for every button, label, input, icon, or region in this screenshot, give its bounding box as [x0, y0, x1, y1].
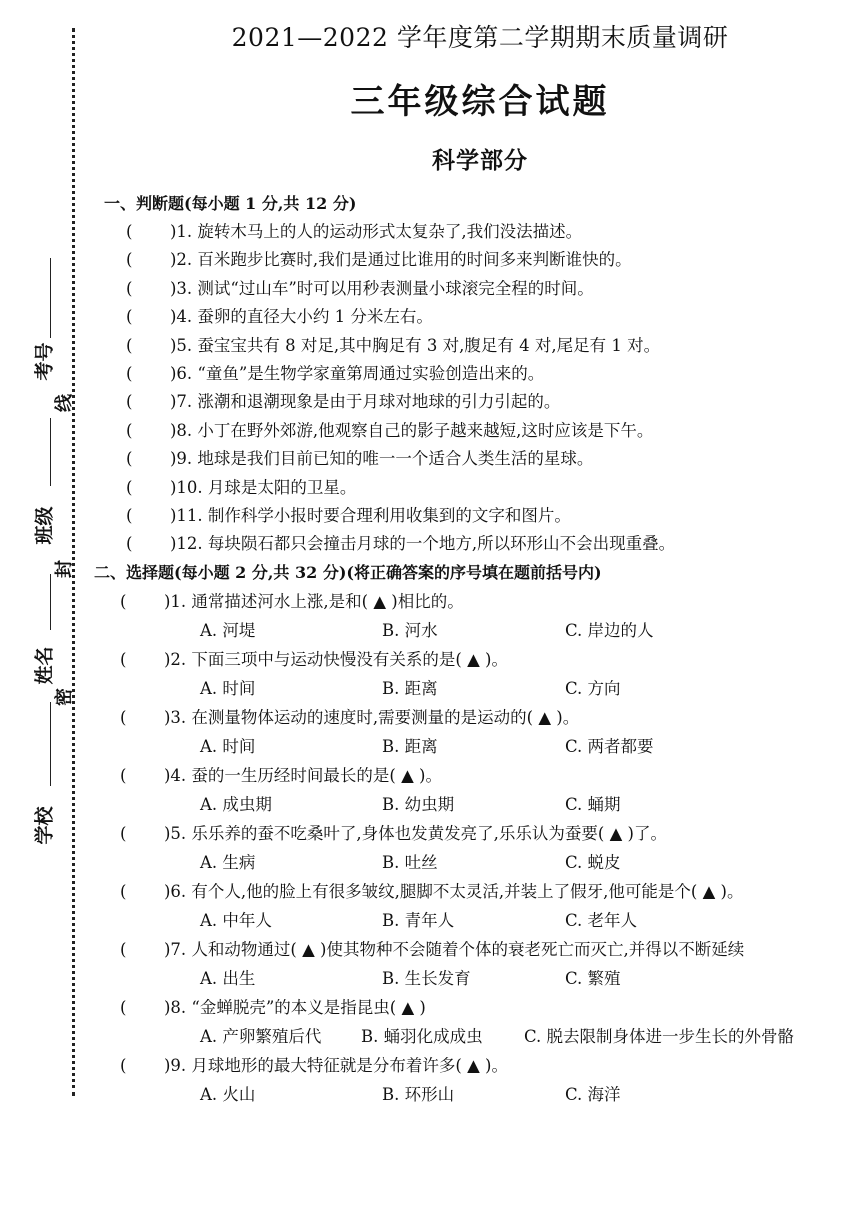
judgment-text: )4. 蚕卵的直径大小约 1 分米左右。	[170, 307, 433, 327]
section-title: 科学部分	[432, 147, 528, 174]
question-content	[94, 190, 844, 1109]
option-a: A. 生病	[200, 852, 256, 872]
judgment-item	[104, 218, 844, 246]
judgment-item	[104, 246, 844, 274]
judgment-text: )7. 涨潮和退潮现象是由于月球对地球的引力引起的。	[170, 392, 561, 412]
judgment-text: )6. “童鱼”是生物学家童第周通过实验创造出来的。	[170, 363, 545, 383]
option-a: A. 成虫期	[200, 794, 272, 814]
choice-question	[104, 993, 844, 1022]
judgment-item	[104, 303, 844, 331]
choice-heading: 二、选择题(每小题 2 分,共 32 分)(将正确答案的序号填在题前括号内)	[94, 562, 602, 582]
exam-number-label: 考号	[33, 342, 56, 381]
answer-blank[interactable]: (	[120, 997, 127, 1017]
question-stem: )8. “金蝉脱壳”的本义是指昆虫( ▲ )	[164, 997, 426, 1017]
answer-blank[interactable]: (	[120, 591, 127, 611]
option-row	[104, 616, 844, 645]
judgment-text: )10. 月球是太阳的卫星。	[170, 477, 357, 497]
question-stem: )7. 人和动物通过( ▲ )使其物种不会随着个体的衰老死亡而灭亡,并得以不断延续	[164, 939, 745, 959]
option-c: C. 蛹期	[565, 794, 621, 814]
option-b: B. 环形山	[382, 1084, 455, 1104]
seal-mark-line: 线	[54, 394, 75, 412]
exam-number-blank[interactable]	[50, 258, 51, 338]
option-b: B. 河水	[382, 620, 438, 640]
answer-blank[interactable]: (	[126, 307, 133, 327]
answer-blank[interactable]: (	[126, 278, 133, 298]
option-row	[104, 848, 844, 877]
class-blank[interactable]	[50, 418, 51, 486]
option-c: C. 岸边的人	[565, 620, 654, 640]
option-c: C. 两者都要	[565, 736, 654, 756]
option-row	[104, 964, 844, 993]
option-a: A. 中年人	[200, 910, 272, 930]
judgment-text: )5. 蚕宝宝共有 8 对足,其中胸足有 3 对,腹足有 4 对,尾足有 1 对。	[170, 335, 661, 355]
option-b: B. 距离	[382, 736, 438, 756]
option-b: B. 蛹羽化成成虫	[361, 1026, 483, 1046]
option-c: C. 繁殖	[565, 968, 621, 988]
choice-question	[104, 935, 844, 964]
option-b: B. 幼虫期	[382, 794, 455, 814]
option-a: A. 火山	[200, 1084, 256, 1104]
judgment-text: )11. 制作科学小报时要合理利用收集到的文字和图片。	[170, 505, 571, 525]
answer-blank[interactable]: (	[126, 449, 133, 469]
answer-blank[interactable]: (	[126, 420, 133, 440]
judgment-item	[104, 275, 844, 303]
answer-blank[interactable]: (	[120, 823, 127, 843]
judgment-item	[104, 332, 844, 360]
choice-question	[104, 761, 844, 790]
answer-blank[interactable]: (	[120, 765, 127, 785]
answer-blank[interactable]: (	[126, 335, 133, 355]
judgment-text: )8. 小丁在野外郊游,他观察自己的影子越来越短,这时应该是下午。	[170, 420, 654, 440]
question-stem: )9. 月球地形的最大特征就是分布着许多( ▲ )。	[164, 1055, 508, 1075]
option-c: C. 脱去限制身体进一步生长的外骨骼	[524, 1026, 795, 1046]
choice-question	[104, 877, 844, 906]
choice-question	[104, 645, 844, 674]
option-a: A. 产卵繁殖后代	[200, 1026, 322, 1046]
option-b: B. 吐丝	[382, 852, 438, 872]
answer-blank[interactable]: (	[120, 881, 127, 901]
answer-blank[interactable]: (	[120, 649, 127, 669]
option-c: C. 海洋	[565, 1084, 621, 1104]
seal-mark-secret: 密	[54, 688, 75, 706]
question-stem: )5. 乐乐养的蚕不吃桑叶了,身体也发黄发亮了,乐乐认为蚕要( ▲ )了。	[164, 823, 667, 843]
judgment-text: )12. 每块陨石都只会撞击月球的一个地方,所以环形山不会出现重叠。	[170, 534, 676, 554]
option-a: A. 出生	[200, 968, 256, 988]
seal-mark-seal: 封	[54, 560, 75, 578]
judgment-item	[104, 530, 844, 558]
option-c: C. 老年人	[565, 910, 638, 930]
option-a: A. 时间	[200, 736, 256, 756]
option-row	[104, 1080, 844, 1109]
answer-blank[interactable]: (	[126, 363, 133, 383]
choice-question	[104, 819, 844, 848]
choice-question	[104, 587, 844, 616]
school-blank[interactable]	[50, 702, 51, 786]
answer-blank[interactable]: (	[126, 505, 133, 525]
question-stem: )6. 有个人,他的脸上有很多皱纹,腿脚不太灵活,并装上了假牙,他可能是个( ▲ )。	[164, 881, 744, 901]
judgment-text: )3. 测试“过山车”时可以用秒表测量小球滚完全程的时间。	[170, 278, 594, 298]
judgment-item	[104, 360, 844, 388]
option-row	[104, 790, 844, 819]
answer-blank[interactable]: (	[120, 939, 127, 959]
answer-blank[interactable]: (	[126, 250, 133, 270]
question-stem: )2. 下面三项中与运动快慢没有关系的是( ▲ )。	[164, 649, 508, 669]
judgment-item	[104, 474, 844, 502]
option-row	[104, 732, 844, 761]
question-stem: )3. 在测量物体运动的速度时,需要测量的是运动的( ▲ )。	[164, 707, 580, 727]
answer-blank[interactable]: (	[120, 1055, 127, 1075]
judgment-text: )2. 百米跑步比赛时,我们是通过比谁用的时间多来判断谁快的。	[170, 250, 632, 270]
choice-question	[104, 1051, 844, 1080]
judgment-item	[104, 445, 844, 473]
option-b: B. 距离	[382, 678, 438, 698]
option-c: C. 方向	[565, 678, 621, 698]
question-stem: )1. 通常描述河水上涨,是和( ▲ )相比的。	[164, 591, 464, 611]
option-b: B. 生长发育	[382, 968, 471, 988]
answer-blank[interactable]: (	[126, 477, 133, 497]
class-label: 班级	[33, 506, 56, 545]
answer-blank[interactable]: (	[120, 707, 127, 727]
name-label: 姓名	[33, 646, 56, 685]
option-a: A. 时间	[200, 678, 256, 698]
question-stem: )4. 蚕的一生历经时间最长的是( ▲ )。	[164, 765, 442, 785]
judgment-heading: 一、判断题(每小题 1 分,共 12 分)	[104, 194, 357, 213]
option-a: A. 河堤	[200, 620, 256, 640]
option-row	[104, 906, 844, 935]
answer-blank[interactable]: (	[126, 534, 133, 554]
judgment-list	[104, 218, 844, 559]
option-row	[104, 674, 844, 703]
judgment-text: )9. 地球是我们目前已知的唯一一个适合人类生活的星球。	[170, 449, 594, 469]
choice-question	[104, 703, 844, 732]
answer-blank[interactable]: (	[126, 222, 133, 241]
judgment-text: )1. 旋转木马上的人的运动形式太复杂了,我们没法描述。	[170, 222, 583, 241]
name-blank[interactable]	[50, 574, 51, 630]
judgment-item	[104, 417, 844, 445]
exam-title: 2021—2022 学年度第二学期期末质量调研	[231, 23, 729, 52]
answer-blank[interactable]: (	[126, 392, 133, 412]
choice-list	[104, 587, 844, 1109]
option-row	[104, 1022, 844, 1051]
paper-title: 三年级综合试题	[350, 82, 610, 122]
option-c: C. 蜕皮	[565, 852, 621, 872]
judgment-item	[104, 502, 844, 530]
judgment-item	[104, 388, 844, 416]
school-label: 学校	[33, 806, 56, 845]
option-b: B. 青年人	[382, 910, 455, 930]
